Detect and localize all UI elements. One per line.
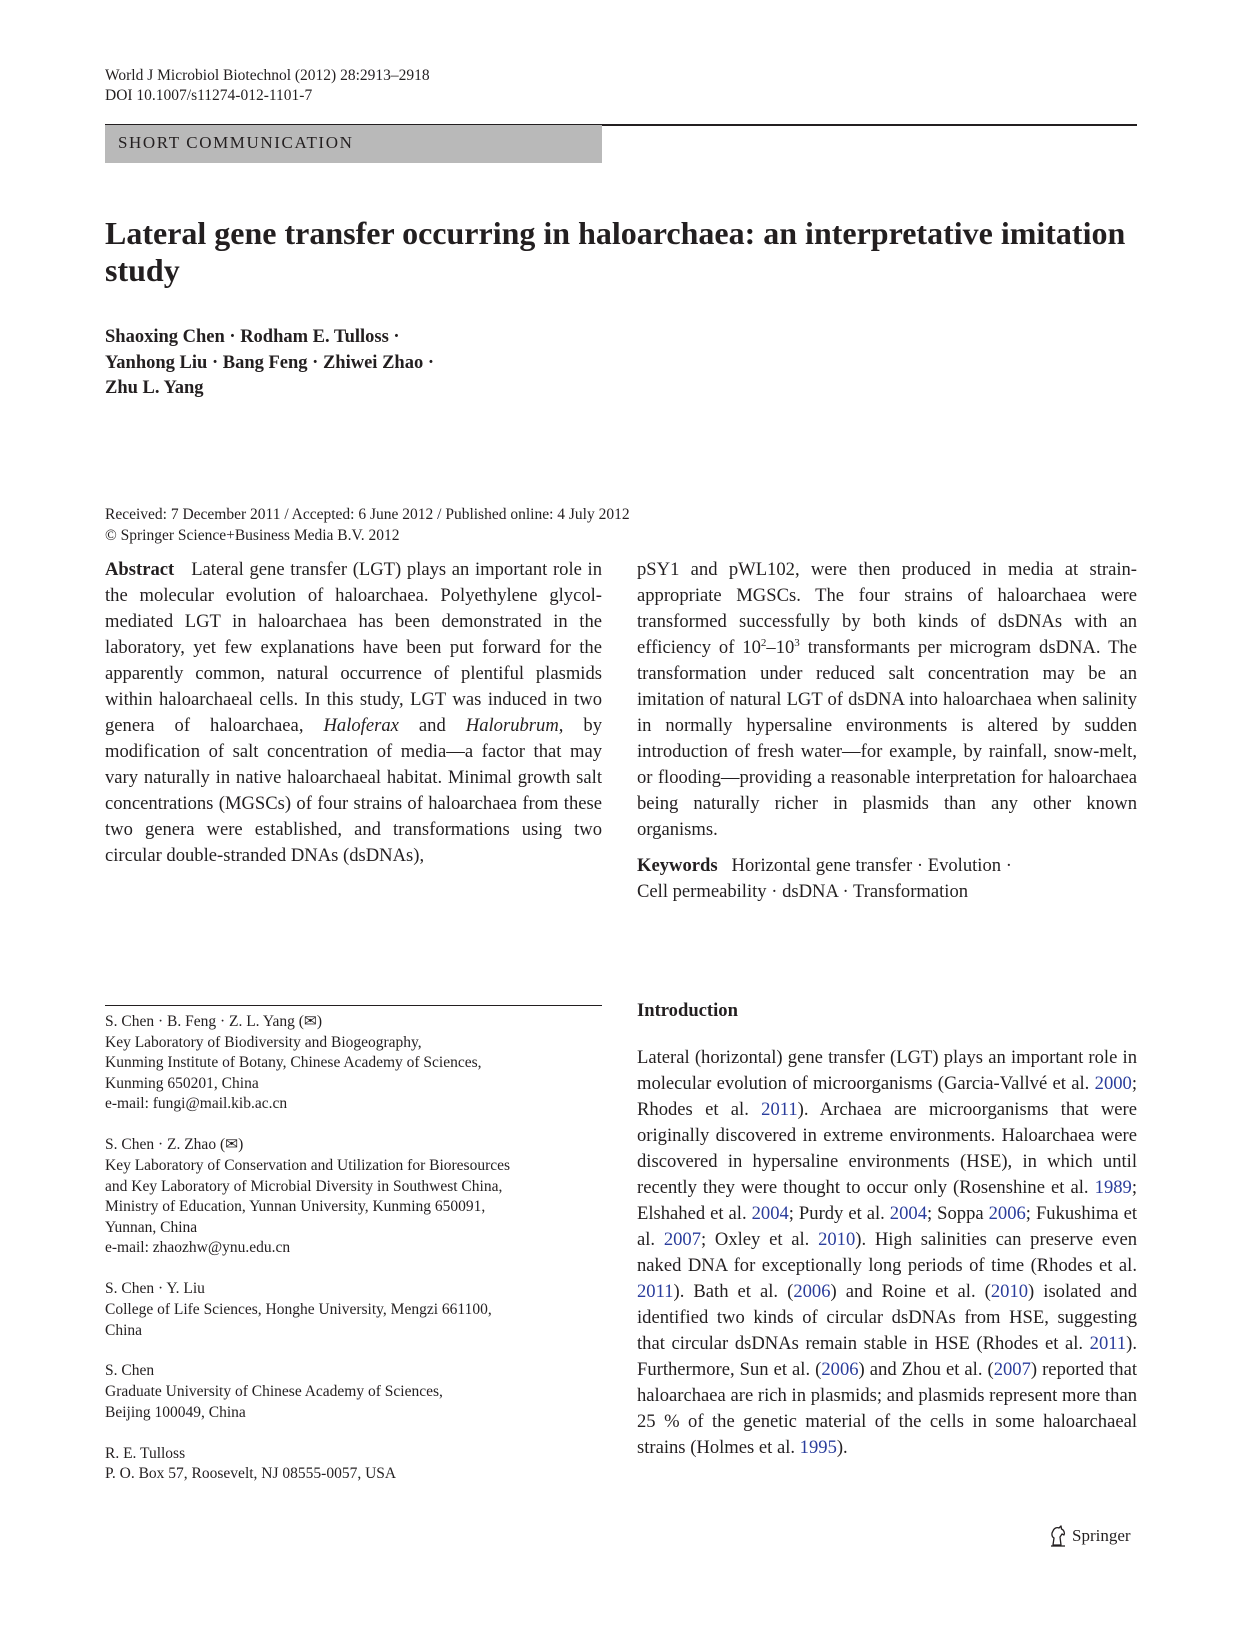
affiliation-line: China <box>105 1321 143 1339</box>
author-line-3: Zhu L. Yang <box>105 378 204 398</box>
keywords <box>637 853 1137 905</box>
affiliation-email[interactable]: e-mail: fungi@mail.kib.ac.cn <box>105 1095 288 1113</box>
intro-text: Lateral (horizontal) gene transfer (LGT) plays an important role in molecular evolution of microorganisms (Garcia-Vallvé et al. <box>637 1047 1137 1094</box>
citation-link[interactable]: 2007 <box>663 1229 701 1250</box>
journal-line: World J Microbiol Biotechnol (2012) 28:2913–2918 <box>105 67 430 84</box>
keywords-label: Keywords <box>637 855 718 876</box>
affiliations <box>105 1012 602 1485</box>
affiliation-names: S. Chen <box>105 1362 155 1380</box>
intro-text: ; Purdy et al. <box>788 1203 890 1224</box>
affiliation-1 <box>105 1012 602 1115</box>
keywords-line-2: Cell permeability · dsDNA · Transformation <box>637 881 969 902</box>
journal-citation <box>105 66 430 106</box>
citation-link[interactable]: 1995 <box>799 1437 837 1458</box>
abstract-left <box>105 557 602 869</box>
citation-link[interactable]: 1989 <box>1094 1177 1132 1198</box>
affiliation-names: S. Chen · Y. Liu <box>105 1280 205 1298</box>
affiliation-line: Yunnan, China <box>105 1218 198 1236</box>
article-title: Lateral gene transfer occurring in haloarchaea: an interpretative imitation study <box>105 215 1126 288</box>
abstract-right <box>637 557 1137 843</box>
citation-link[interactable]: 2011 <box>761 1099 798 1120</box>
intro-text: ; Oxley et al. <box>701 1229 819 1250</box>
affiliation-line: Key Laboratory of Conservation and Utilization for Bioresources <box>105 1156 511 1174</box>
affiliation-line: Graduate University of Chinese Academy of Sciences, <box>105 1383 443 1401</box>
citation-link[interactable]: 2006 <box>793 1281 831 1302</box>
affiliation-3 <box>105 1279 602 1341</box>
citation-link[interactable]: 2006 <box>988 1203 1026 1224</box>
citation-link[interactable]: 2004 <box>889 1203 927 1224</box>
affiliation-line: Key Laboratory of Biodiversity and Biogeography, <box>105 1033 422 1051</box>
intro-text: ) isolated and identified two kinds of circular dsDNAs from HSE, suggesting that circular dsDNAs remain stable in HSE (Rhodes et al. <box>637 1281 1138 1354</box>
intro-text: ). <box>836 1437 848 1458</box>
author-list <box>105 325 665 402</box>
intro-text: ). High salinities can preserve even naked DNA for exceptionally long periods of time (Rhodes et al. <box>637 1229 1137 1276</box>
citation-link[interactable]: 2004 <box>751 1203 789 1224</box>
intro-text: ). Furthermore, Sun et al. ( <box>637 1333 1137 1380</box>
copyright-line: © Springer Science+Business Media B.V. 2012 <box>105 526 400 544</box>
publisher-name: Springer <box>1072 1526 1131 1545</box>
abstract-genus-2: Halorubrum <box>465 715 559 736</box>
citation-link[interactable]: 2000 <box>1094 1073 1132 1094</box>
abstract-label: Abstract <box>105 559 175 580</box>
section-label: SHORT COMMUNICATION <box>105 125 602 163</box>
affiliation-names: S. Chen · B. Feng · Z. L. Yang (✉) <box>105 1013 323 1030</box>
affiliation-rule <box>105 1005 602 1006</box>
affiliation-line: College of Life Sciences, Honghe University, Mengzi 661100, <box>105 1300 492 1318</box>
abstract-and: and <box>398 715 466 736</box>
intro-text: ). Archaea are microorganisms that were originally discovered in extreme environments. Haloarchaea were discovered in hypersaline environments (HSE), in which until recently they were thought to occur only (Rosenshine et al. <box>637 1099 1137 1198</box>
affiliation-line: Kunming Institute of Botany, Chinese Academy of Sciences, <box>105 1054 482 1072</box>
affiliation-line: and Key Laboratory of Microbial Diversity in Southwest China, <box>105 1177 503 1195</box>
introduction-heading: Introduction <box>637 1000 738 1021</box>
intro-text: ; Soppa <box>926 1203 989 1224</box>
citation-link[interactable]: 2010 <box>818 1229 856 1250</box>
doi-line: DOI 10.1007/s11274-012-1101-7 <box>105 87 313 104</box>
affiliation-names: R. E. Tulloss <box>105 1444 186 1462</box>
citation-link[interactable]: 2007 <box>993 1359 1031 1380</box>
publisher-logo <box>1048 1525 1131 1547</box>
affiliation-line: Beijing 100049, China <box>105 1403 246 1421</box>
affiliation-names: S. Chen · Z. Zhao (✉) <box>105 1136 244 1154</box>
abstract-exp-1: 2 <box>760 636 767 649</box>
abstract-text-1: Lateral gene transfer (LGT) plays an important role in the molecular evolution of haloarchaea. Polyethylene glycol-mediated LGT in haloarchaea has been demonstrated in the laboratory, yet few explanations have been put forward for the apparently common, natural occurrence of plentiful plasmids within haloarchaeal cells. In this study, LGT was induced in two genera of haloarchaea, <box>105 559 602 736</box>
keywords-line-1: Horizontal gene transfer · Evolution · <box>731 855 1012 876</box>
intro-text: ; Elshahed et al. <box>637 1177 1137 1224</box>
citation-link[interactable]: 2010 <box>990 1281 1029 1302</box>
affiliation-5 <box>105 1444 602 1485</box>
citation-link[interactable]: 2006 <box>821 1359 859 1380</box>
intro-text: ; Fukushima et al. <box>637 1203 1137 1250</box>
abstract-genus-1: Haloferax <box>323 715 399 736</box>
intro-text: ; Rhodes et al. <box>637 1073 1137 1120</box>
springer-horse-icon <box>1048 1525 1068 1547</box>
affiliation-line: P. O. Box 57, Roosevelt, NJ 08555-0057, USA <box>105 1465 397 1483</box>
intro-text: ) and Zhou et al. ( <box>858 1359 994 1380</box>
citation-link[interactable]: 2011 <box>1089 1333 1127 1354</box>
citation-link[interactable]: 2011 <box>637 1281 674 1302</box>
dates-line: Received: 7 December 2011 / Accepted: 6 June 2012 / Published online: 4 July 2012 <box>105 506 630 523</box>
introduction-text <box>637 1045 1137 1461</box>
intro-text: ). Bath et al. ( <box>673 1281 794 1302</box>
affiliation-line: Ministry of Education, Yunnan University, Kunming 650091, <box>105 1198 486 1216</box>
abstract-exp-base: pSY1 and pWL102, were then produced in media at strain-appropriate MGSCs. The four strains of haloarchaea were transformed successfully by both kinds of dsDNAs with an efficiency of 10 <box>637 559 1137 658</box>
affiliation-email[interactable]: e-mail: zhaozhw@ynu.edu.cn <box>105 1239 291 1257</box>
author-line-2: Yanhong Liu · Bang Feng · Zhiwei Zhao · <box>105 352 434 373</box>
abstract-text-2: , by modification of salt concentration of media—a factor that may vary naturally in native haloarchaeal habitat. Minimal growth salt concentrations (MGSCs) of four strains of haloarchaea from these two genera were established, and transformations using two circular double-stranded DNAs (dsDNAs), <box>105 715 602 866</box>
affiliation-line: Kunming 650201, China <box>105 1074 259 1092</box>
intro-text: ) reported that haloarchaea are rich in plasmids; and plasmids represent more than 25 % of the genetic material of the cells in some haloarchaeal strains (Holmes et al. <box>637 1359 1137 1458</box>
affiliation-2 <box>105 1135 602 1259</box>
author-line-1: Shaoxing Chen · Rodham E. Tulloss · <box>105 327 400 347</box>
abstract-dash: –10 <box>766 637 795 658</box>
publication-dates <box>105 505 1005 546</box>
abstract-exp-2: 3 <box>794 636 800 649</box>
affiliation-4 <box>105 1361 602 1423</box>
abstract-text-3: transformants per microgram dsDNA. The transformation under reduced salt concentration may be an imitation of natural LGT of dsDNA into haloarchaea when salinity in normally hypersaline environments is altered by sudden introduction of fresh water—for example, by rainfall, snow-melt, or flooding—providing a reasonable interpretation for haloarchaea being naturally richer in plasmids than any other known organisms. <box>637 637 1137 840</box>
intro-text: ) and Roine et al. ( <box>830 1281 991 1302</box>
